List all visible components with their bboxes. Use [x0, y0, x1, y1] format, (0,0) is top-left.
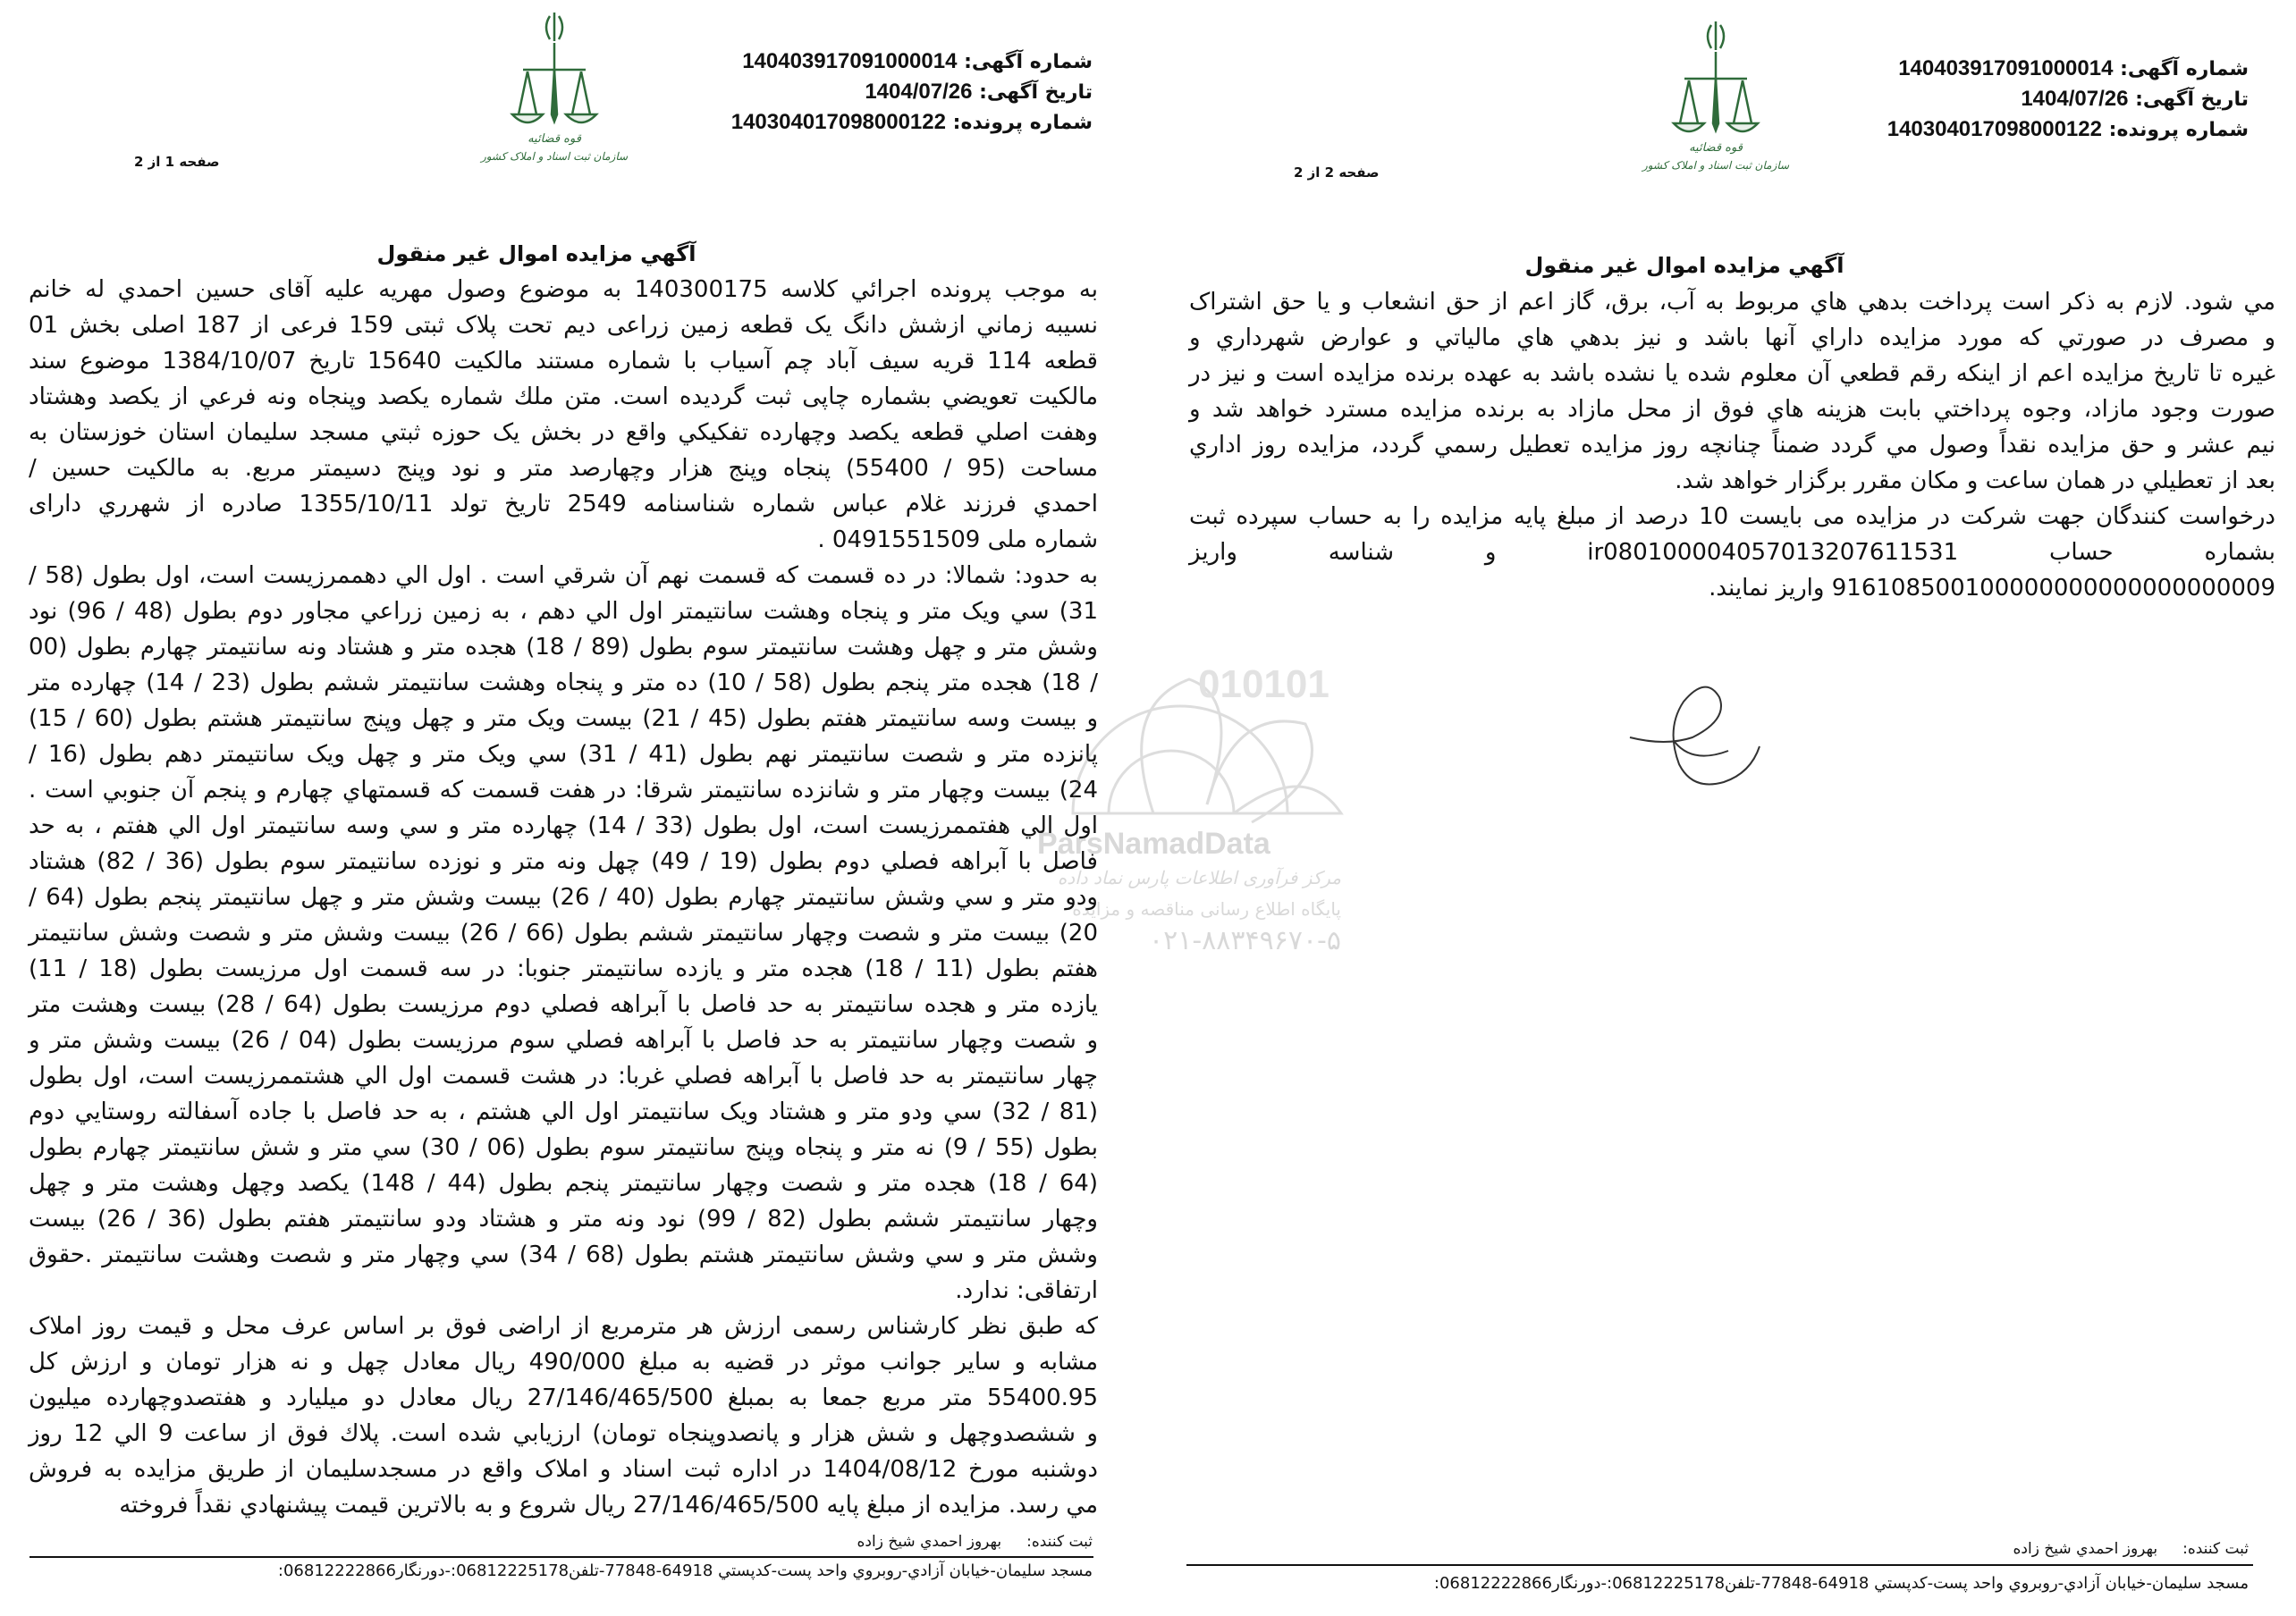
body-line: درخواست كنندگان جهت شركت در مزايده می بايست 10 درصد از مبلغ پايه مزايده را به حساب سپرده ثبت — [1189, 503, 2275, 530]
file-number-row — [1887, 114, 2249, 145]
ad-number-row — [731, 46, 1093, 77]
body-line: احمدي فرزند غلام عباس شماره شناسنامه 2549 تاريخ تولد 1355/10/11 صادره از شهرري دارای — [29, 491, 1099, 518]
body-line: 20) بيست متر و شصت وچهار سانتيمتر ششم بطول (66 / 26) بيست وشش متر و شصت وشش سانتيمتر — [29, 920, 1098, 947]
body-line: كه طبق نظر كارشناس رسمی ارزش هر مترمربع از اراضی فوق بر اساس عرف محل و قيمت روز املاک — [29, 1313, 1098, 1340]
file-number: 140304017098000122 — [730, 110, 946, 134]
body-line: مالکيت تعويضي بشماره چاپی ثبت گرديده است. متن ملك شماره يكصد وپنجاه ونه فرعي از يكصد وهشتاد — [29, 383, 1098, 410]
body-line: مي شود. لازم به ذكر است پرداخت بدهي هاي مربوط به آب، برق، گاز اعم از حق انشعاب و يا حق اشتراک — [1189, 289, 2275, 316]
registrar-name: بهروز احمدي شيخ زاده — [857, 1533, 1002, 1551]
footer-divider — [1186, 1564, 2253, 1566]
registrar — [2013, 1540, 2250, 1558]
body-line: وشش متر و سي وشش سانتيمتر هشتم بطول (68 / 34) سي وچهار متر و شصت وهشت سانتيمتر .حقوق — [29, 1241, 1098, 1268]
body-line: هفتم بطول (11 / 18) هجده متر و يازده سانتيمتر جنوبا: در سه قسمت اول مرزيست بطول (18 / 11) — [29, 955, 1099, 982]
body-line: به موجب پرونده اجرائي کلاسه 140300175 به موضوع وصول مهريه عليه آقای حسين احمدي له خانم — [29, 276, 1099, 303]
emblem-caption-top: قوه قضائیه — [1689, 141, 1743, 155]
ad-number-label: شماره آگهی: — [964, 51, 1093, 73]
file-number-label: شماره پرونده: — [2108, 119, 2249, 141]
watermark-digits: 010101 — [1198, 662, 1329, 706]
body-line: چهار سانتيمتر به حد فاصل با آبراهه فصلي غربا: در هشت قسمت اول الي هشتممرزيست است، اول بطول — [29, 1063, 1098, 1090]
file-number-row — [731, 107, 1093, 138]
document-body — [1189, 284, 2275, 606]
ad-date-label: تاريخ آگهی: — [2135, 88, 2249, 111]
judiciary-emblem-logo — [480, 7, 629, 177]
ad-number: 140403917091000014 — [742, 49, 958, 73]
body-line: يازده متر و هجده سانتيمتر به حد فاصل با آبراهه فصلي دوم مرزيست بطول (64 / 28) بيست وهشت متر — [29, 991, 1098, 1018]
footer-address: مسجد سليمان-خيابان آزادي-روبروي واحد پست-کدپستي 64918-77848-تلفن06812225178:-دورنگار06812222866: — [1433, 1574, 2249, 1593]
ad-header — [731, 46, 1093, 138]
body-line: (64 / 18) هجده متر و شصت وچهار سانتيمتر پنجم بطول (44 / 148) يكصد وچهل وهشت متر و چهل — [29, 1170, 1098, 1197]
body-line: وهفت اصلي قطعه يكصد وچهارده تفكيكي واقع در بخش يک حوزه ثبتي مسجد سليمان استان خوزستان به — [29, 419, 1098, 446]
page-indicator: صفحه 1 از 2 — [134, 154, 220, 170]
body-line: ودو متر و سي وشش سانتيمتر چهارم بطول (40 / 26) بيست وشش متر و چهل سانتيمتر پنجم بطول (64 / — [29, 884, 1098, 911]
registrar-label: ثبت كننده: — [2182, 1540, 2249, 1558]
ad-date-label: تاريخ آگهی: — [979, 81, 1093, 104]
body-line: اول الي هفتممرزيست است، اول بطول (33 / 14) چهارده متر و سي وسه سانتيمتر اول الي هفتم ، به حد — [29, 812, 1098, 839]
ad-number: 140403917091000014 — [1898, 56, 2114, 80]
body-line: مشابه و ساير جوانب موثر در قضيه به مبلغ 490/000 ريال معادل چهل و نه هزار تومان و ارزش كل — [29, 1349, 1099, 1376]
ad-number-row — [1887, 54, 2249, 84]
file-number: 140304017098000122 — [1887, 117, 2102, 141]
body-line: 55400.95 متر مربع جمعا به بمبلغ 27/146/465/500 ريال معادل دو ميليارد و هفتصدوچهارده ميليون — [29, 1385, 1098, 1411]
body-line: غيره تا تاريخ مزايده اعم از اينكه رقم قطعي آن معلوم شده يا نشده باشد به عهده برنده مزايده است و نيز در — [1189, 360, 2275, 387]
footer-address: مسجد سليمان-خيابان آزادي-روبروي واحد پست-کدپستي 64918-77848-تلفن06812225178:-دورنگار06812222866: — [277, 1561, 1093, 1580]
body-line: نسيبه زماني ازشش دانگ يک قطعه زمين زراعی ديم تحت پلاک ثبتی 159 فرعی از 187 اصلی بخش 01 — [29, 312, 1098, 339]
ad-header — [1887, 54, 2249, 145]
body-line: و بيست وسه سانتيمتر هفتم بطول (45 / 21) بيست ويک متر و چهل وپنج سانتيمتر هشتم بطول (60 / 15) — [29, 705, 1099, 732]
body-line: 31) سي ويک متر و پنجاه وهشت سانتيمتر اول الي دهم ، به زمين زراعي مجاور دوم بطول (48 / 96) نود — [29, 598, 1099, 625]
body-line: دوشنبه مورخ 1404/08/12 در اداره ثبت اسناد و املاک واقع در مسجدسليمان از طريق مزايده به فروش — [29, 1456, 1099, 1483]
emblem-caption-top: قوه قضائیه — [528, 132, 581, 146]
body-line: مي رسد. مزايده از مبلغ پايه 27/146/465/500 ريال شروع و به بالاترين قيمت پيشنهادي نقداً فروخته — [119, 1492, 1098, 1519]
ad-date: 1404/07/26 — [2021, 87, 2129, 111]
body-line: 24) بيست وچهار متر و شانزده سانتيمتر شرقا: در هفت قسمت كه قسمتهاي چهارم و پنجم آن جنوبي است . — [29, 777, 1098, 804]
emblem-caption-bottom: سازمان ثبت اسناد و املاک کشور — [480, 150, 629, 163]
watermark-line-2: پایگاه اطلاع رسانی مناقصه و مزایده — [1072, 898, 1341, 920]
document-body — [29, 272, 1098, 1523]
emblem-caption-bottom: سازمان ثبت اسناد و املاک کشور — [1642, 159, 1790, 172]
watermark-line-1: مرکز فرآوری اطلاعات پارس نماد داده — [1057, 867, 1341, 888]
ad-date: 1404/07/26 — [865, 80, 973, 104]
registrar-name: بهروز احمدي شيخ زاده — [2013, 1540, 2158, 1558]
body-line: وچهار سانتيمتر ششم بطول (82 / 99) نود ونه متر و هشتاد ودو سانتيمتر هفتم بطول (36 / 26) بيست — [29, 1206, 1098, 1233]
body-line: و شصت وچهار سانتيمتر به حد فاصل با آبراهه فصلي سوم مرزيست بطول (04 / 26) بيست وشش متر و — [29, 1027, 1099, 1054]
registrar-label: ثبت كننده: — [1026, 1533, 1093, 1551]
body-line: صورت وجود مازاد، وجوه پرداختي بابت هزينه هاي فوق از محل مازاد به برنده مزايده مسترد خواهد شد و — [1189, 396, 2275, 423]
body-line: بطول (55 / 9) نه متر و پنجاه وپنج سانتيمتر سوم بطول (06 / 30) سي متر و شش سانتيمتر چهارم بطول — [29, 1134, 1099, 1161]
body-line: (81 / 32) سي ودو متر و هشتاد ويک سانتيمتر اول الي هشتم ، به حد فاصل با جاده آسفالته روستايي دوم — [29, 1098, 1098, 1125]
body-line: بشماره حساب ir080100004057013207611531 و شناسه واريز — [1189, 539, 2276, 566]
body-line: قطعه 114 قريه سيف آباد چم آسياب با شماره مستند مالکيت 15640 تاريخ 1384/10/07 موضوع سند — [29, 348, 1098, 375]
page-indicator: صفحه 2 از 2 — [1294, 164, 1380, 181]
body-line: 916108500100000000000000000009 واريز نمايند. — [1709, 575, 2275, 602]
ad-date-row — [1887, 84, 2249, 114]
file-number-label: شماره پرونده: — [952, 112, 1093, 134]
footer-divider — [30, 1556, 1093, 1558]
body-line: / 18) هجده متر پنجم بطول (58 / 10) ده متر و پنجاه وهشت سانتيمتر ششم بطول (23 / 14) چهارده متر — [29, 669, 1098, 696]
body-line: بعد از تعطيلي در همان ساعت و مكان مقرر برگزار خواهد شد. — [1675, 467, 2275, 494]
body-line: ارتفاقی: ندارد. — [955, 1277, 1098, 1304]
body-line: نيم عشر و حق مزايده نقداً وصول مي گردد ضمناً چنانچه روز مزايده تعطيل رسمي گردد، مزايده روز اداري — [1189, 432, 2275, 459]
judiciary-emblem-logo — [1642, 16, 1790, 186]
signature — [1621, 675, 1764, 800]
ad-date-row — [731, 77, 1093, 107]
body-line: به حدود: شمالا: در ده قسمت كه قسمت نهم آن شرقي است . اول الي دهممرزيست است، اول بطول (58 / — [29, 562, 1098, 589]
body-line: و ششصدوچهل و شش هزار و پانصدوپنجاه تومان) ارزيابي شده است. پلاك فوق از ساعت 9 الي 12 روز — [29, 1420, 1098, 1447]
registrar — [857, 1533, 1093, 1551]
ad-number-label: شماره آگهی: — [2120, 58, 2249, 80]
document-title: آگهي مزايده اموال غير منقول — [376, 241, 696, 266]
body-line: مساحت (95 / 55400) پنجاه وپنج هزار وچهارصد متر و نود وپنج دسيمتر مربع. به مالكيت حسين / — [29, 455, 1099, 482]
body-line: پانزده متر و شصت سانتيمتر نهم بطول (41 / 31) سي ويک متر و چهل ويک سانتيمتر دهم بطول (16 / — [29, 741, 1098, 768]
body-line: فاصل با آبراهه فصلي دوم بطول (19 / 49) چهل ونه متر و نوزده سانتيمتر سوم بطول (36 / 82) هشتاد — [29, 848, 1098, 875]
body-line: و مصرف در صورتي كه مورد مزايده داراي آنها باشد و نيز بدهي هاي مالياتي و عوارض شهرداري و — [1189, 324, 2275, 351]
body-line: شماره ملی 0491551509 . — [817, 526, 1098, 553]
watermark-brand: ParsNamadData — [1037, 827, 1270, 861]
watermark-phone: ۰۲۱-۸۸۳۴۹۶۷۰-۵ — [1148, 925, 1341, 956]
page-2 — [1148, 0, 2296, 1616]
body-line: وشش متر و چهل وهشت سانتيمتر سوم بطول (89 / 18) هجده متر و هشتاد ونه سانتيمتر چهارم بطول (00 — [29, 634, 1098, 661]
document-title: آگهي مزايده اموال غير منقول — [1524, 253, 1844, 278]
